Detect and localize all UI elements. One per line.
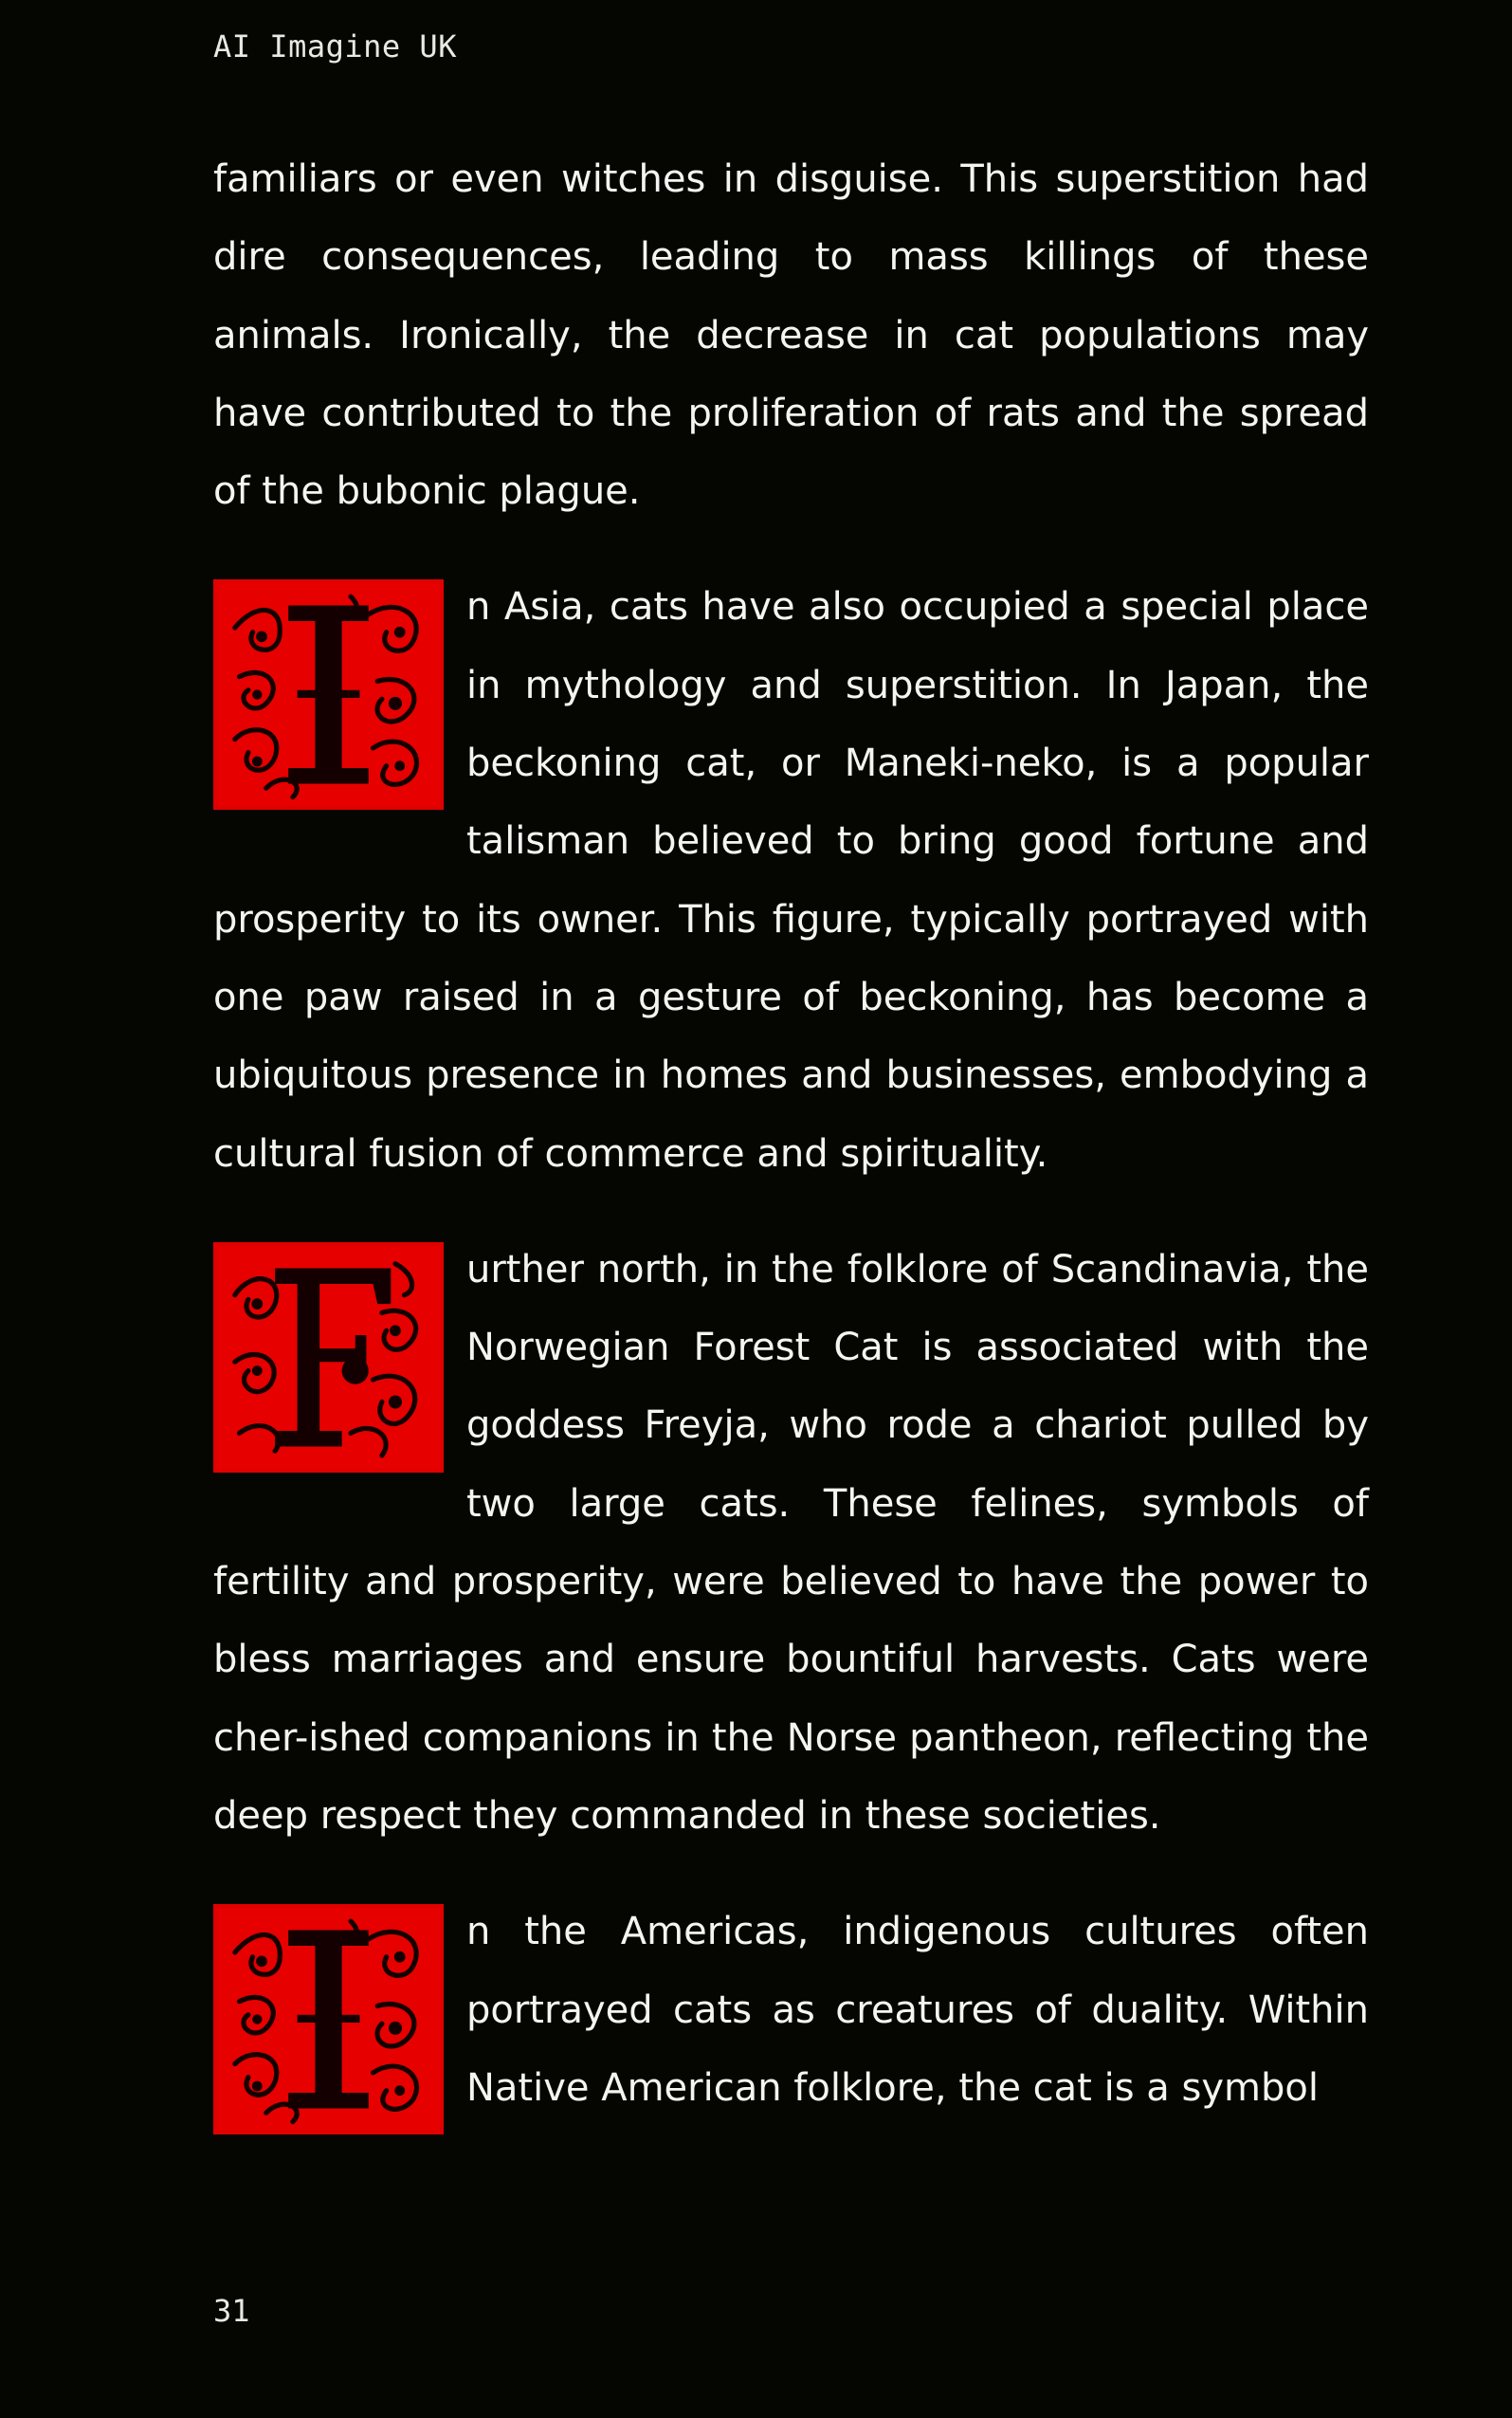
body-text: [213, 140, 1369, 2165]
running-head: AI Imagine UK: [213, 28, 457, 64]
paragraph-text: urther north, in the folklore of Scandinavia, the Norwegian Forest Cat is associated with the goddess Freyja, who rode a chariot pulled by two large cats. These felines, symbols of fertility and prosperity, were believed to have the power to bless marriages and ensure bountiful harvests. Cats were cher-ished companions in the Norse pantheon, reflecting the deep respect they commanded in these societies.: [213, 1247, 1369, 1838]
paragraph-text: familiars or even witches in disguise. This superstition had dire consequences, leading to mass killings of these animals. Ironically, the decrease in cat populations may have contributed to the proliferation of rats and the spread of the bubonic plague.: [213, 157, 1369, 514]
ornament-f-icon: [217, 1246, 440, 1469]
ornament-i-icon: [217, 1908, 440, 2131]
paragraph-4: [213, 1893, 1369, 2127]
paragraph-2: [213, 568, 1369, 1192]
drop-cap-i: [213, 579, 444, 810]
page-number: 31: [213, 2293, 250, 2329]
drop-cap-f: [213, 1242, 444, 1473]
drop-cap-i: [213, 1904, 444, 2134]
paragraph-3: [213, 1231, 1369, 1855]
ornament-i-icon: [217, 583, 440, 806]
paragraph-text: n the Americas, indigenous cultures often portrayed cats as creatures of duality. Within Native American folklore, the cat is a symbol: [466, 1910, 1369, 2110]
paragraph-1: [213, 140, 1369, 530]
paragraph-text: n Asia, cats have also occupied a special place in mythology and superstition. In Japan, the beckoning cat, or Maneki-neko, is a popular talisman believed to bring good fortune and prosperity to its owner. This figure, typically portrayed with one paw raised in a gesture of beckoning, has become a ubiquitous presence in homes and businesses, embodying a cultural fusion of commerce and spirituality.: [213, 585, 1369, 1176]
